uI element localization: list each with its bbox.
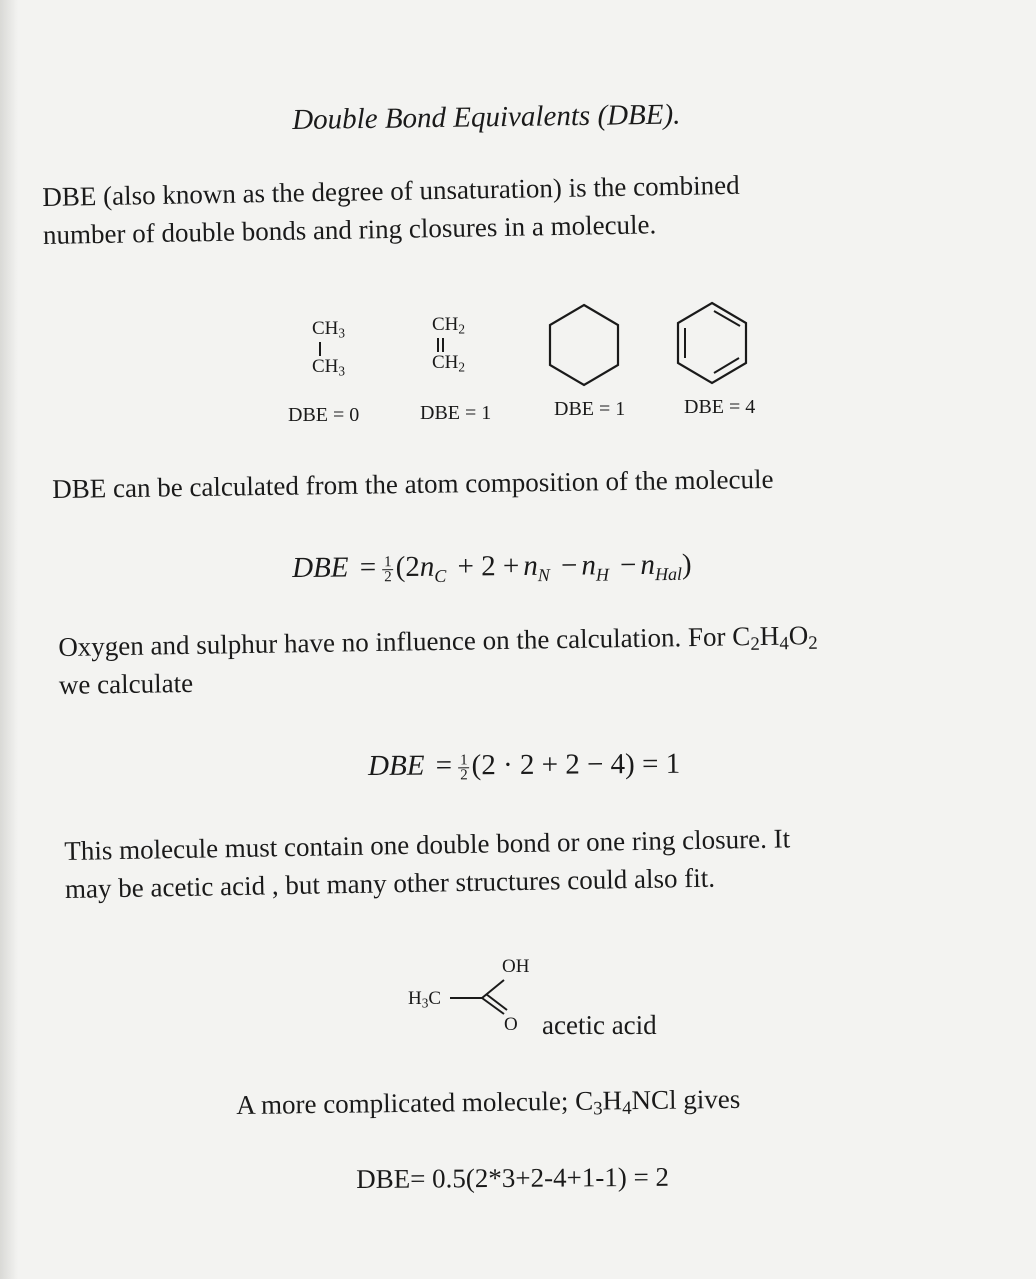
ethene-bottom-group: $CH_2$ <box>432 352 466 375</box>
cyclohexane-dbe-label: DBE = 1 <box>554 398 626 420</box>
cyclohexane-structure <box>544 300 624 390</box>
ethane-single-bond <box>319 342 321 356</box>
dbe-general-formula: DBE = $\frac{1}{2}$ $(2n_C + 2 + n_N - n_H - n_{Hal})$ <box>292 548 692 587</box>
complex-molecule-line: A more complicated molecule; $C_3H_4NCl$ gives <box>236 1083 741 1120</box>
carbonyl-oxygen-label: O <box>504 1014 518 1035</box>
ethane-dbe-label: DBE = 0 <box>288 404 360 426</box>
calculation-intro: DBE can be calculated from the atom composition of the molecule <box>52 463 774 504</box>
oxygen-note-line-1: Oxygen and sulphur have no influence on the calculation. For $C_2H_4O_2$ <box>58 620 818 662</box>
example-ethene <box>432 314 492 384</box>
one-half-fraction: $\frac{1}{2}$ <box>384 553 392 586</box>
example-ethane <box>312 318 372 388</box>
ethane-bottom-group: $CH_3$ <box>312 356 346 379</box>
acetic-acid-bonds <box>404 950 564 1040</box>
page-title: Double Bond Equivalents (DBE). <box>292 98 681 136</box>
dbe-example-calculation: DBE = $\frac{1}{2}$ (2 · 2 + 2 − 4) = 1 <box>368 747 681 784</box>
conclusion-line-1: This molecule must contain one double bond or one ring closure. It <box>64 823 791 866</box>
conclusion-line-2: may be acetic acid , but many other structures could also fit. <box>64 862 716 904</box>
ethene-double-bond-b <box>442 338 444 352</box>
methyl-label: $H_3C$ <box>408 988 442 1011</box>
page-edge-shadow <box>0 0 18 1279</box>
final-calculation: DBE= 0.5(2*3+2-4+1-1) = 2 <box>356 1161 670 1194</box>
acetic-acid-structure <box>404 950 564 1040</box>
intro-paragraph <box>42 162 983 254</box>
conclusion-paragraph <box>64 816 1005 908</box>
oxygen-note-paragraph <box>58 613 1029 704</box>
oxygen-note-line-2: we calculate <box>58 667 194 700</box>
intro-line-2: number of double bonds and ring closures in a molecule. <box>42 209 657 250</box>
benzene-dbe-label: DBE = 4 <box>684 396 756 418</box>
ethene-top-group: $CH_2$ <box>432 314 466 337</box>
hydroxyl-label: OH <box>502 956 530 977</box>
one-half-fraction-2: $\frac{1}{2}$ <box>460 752 468 784</box>
acetic-acid-label: acetic acid <box>542 1010 657 1040</box>
benzene-structure <box>672 298 752 388</box>
ethene-dbe-label: DBE = 1 <box>420 402 492 424</box>
intro-line-1: DBE (also known as the degree of unsaturation) is the combined <box>42 169 740 212</box>
ethene-double-bond-a <box>437 338 439 352</box>
ethane-top-group: $CH_3$ <box>312 318 346 341</box>
